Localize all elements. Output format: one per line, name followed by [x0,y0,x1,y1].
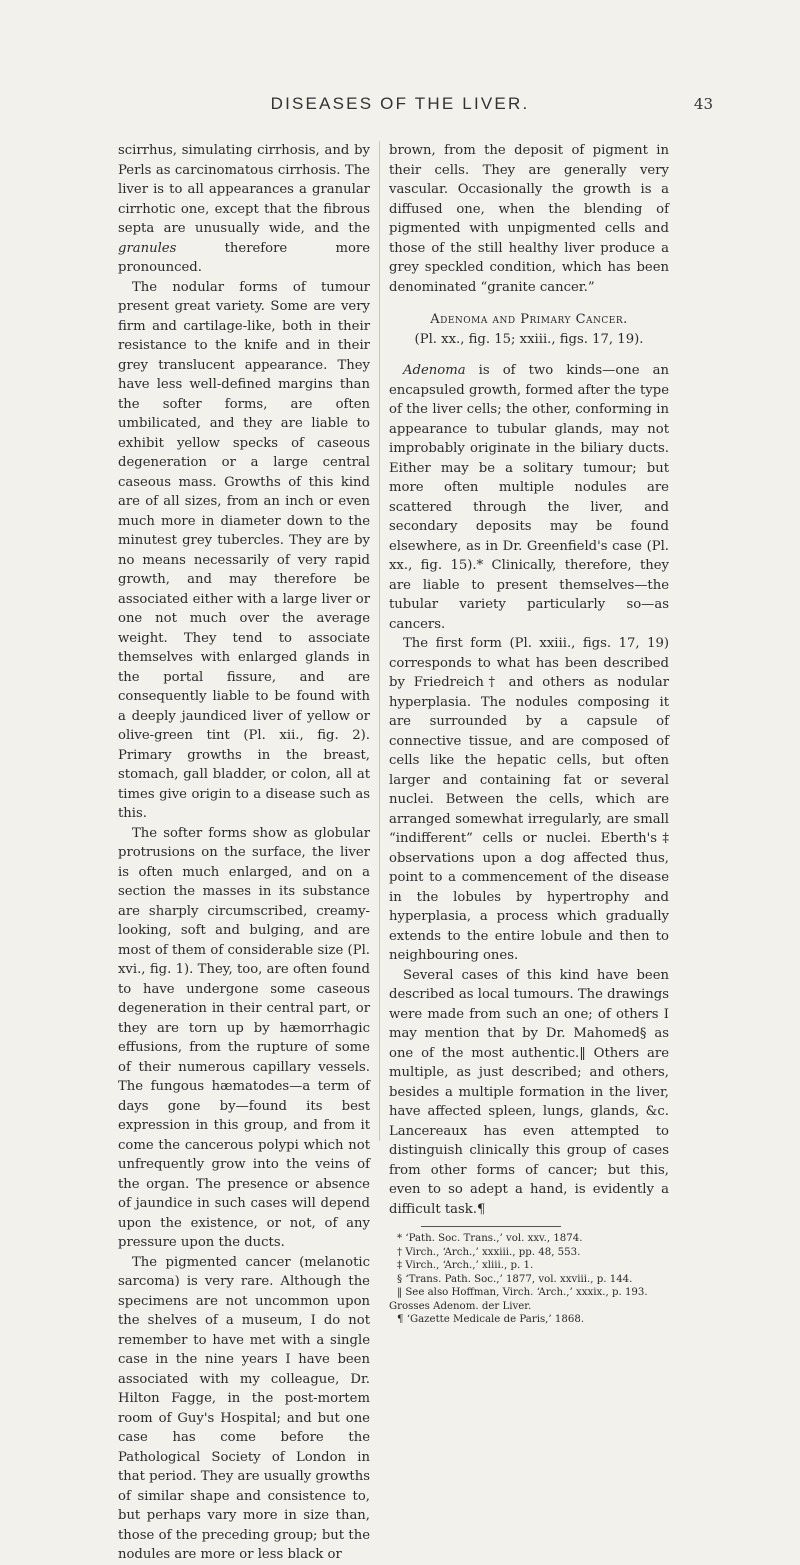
paragraph: The nodular forms of tumour present great variety. Some are very firm and cartilage-like, both in their resistance to the knife and in their grey translucent appearance. They have less well-defined margins than the softer forms, are often umbilicated, and they are liable to exhibit yellow specks of caseous degeneration or a large central caseous mass. Growths of this kind are of all sizes, from an inch or even much more in diameter down to the minutest grey tubercles. They are by no means necessarily of very rapid growth, and may therefore be associated either with a large liver or one not much over the average weight. They tend to associate themselves with enlarged glands in the portal fissure, and are consequently liable to be found with a deeply jaundiced liver of yellow or olive-green tint (Pl. xii., fig. 2). Primary growths in the breast, stomach, gall bladder, or colon, all at times give origin to a disease such as this. [118,279,370,821]
paragraph: The softer forms show as globular protrusions on the surface, the liver is often much enlarged, and on a section the masses in its substance are sharply circumscribed, creamy-looking, soft and bulging, and are most of them of considerable size (Pl. xvi., fig. 1). They, too, are often found to have undergone some caseous degeneration in their central part, or they are torn up by hæmorrhagic effusions, from the rupture of some of their numerous capillary vessels. The fungous hæmatodes—a term of days gone by—found its best expression in this group, and from it come the cancerous polypi which not unfrequently grow into the veins of the organ. The presence or absence of jaundice in such cases will depend upon the existence, or not, of any pressure upon the ducts. [118,825,370,1250]
footnote: * ‘Path. Soc. Trans.,’ vol. xxv., 1874. [397,1233,583,1244]
right-column [389,141,669,1327]
paragraph: Several cases of this kind have been described as local tumours. The drawings were made from such an one; of others I may mention that by Dr. Mahomed§ as one of the most authentic.‖ Others are multiple, as just described; and others, besides a multiple formation in the liver, have affected spleen, lungs, glands, &c. Lancereaux has even attempted to distinguish clinically this group of cases from other forms of cancer; but this, even to so adept a hand, is evidently a difficult task.¶ [389,967,669,1217]
left-column [118,141,370,1565]
footnote-rule [421,1226,561,1227]
paragraph: The pigmented cancer (melanotic sarcoma) is very rare. Although the specimens are not uncommon upon the shelves of a museum, I do not remember to have met with a single case in the nine years I have been associated with my colleague, Dr. Hilton Fagge, in the post-mortem room of Guy's Hospital; and but one case has come before the Pathological Society of London in that period. They are usually growths of similar shape and consistence to, but perhaps vary more in size than, those of the preceding group; but the nodules are more or less black or [118,1254,370,1562]
footnote: ‖ See also Hoffman, Virch. ‘Arch.,’ xxxix., p. 193. Grosses Adenom. der Liver. [389,1287,648,1312]
footnotes [389,1232,669,1327]
footnote: ¶ ‘Gazette Medicale de Paris,’ 1868. [397,1314,585,1325]
paragraph: scirrhus, simulating cirrhosis, and by Perls as carcinomatous cirrhosis. The liver is to all appearances a granular cirrhotic one, except that the fibrous septa are unusually wide, and the granules therefore more pronounced. [118,143,370,275]
footnote: † Virch., ‘Arch.,’ xxxiii., pp. 48, 553. [397,1246,581,1258]
footnote: § ‘Trans. Path. Soc.,’ 1877, vol. xxviii., p. 144. [397,1273,633,1285]
section-heading: Adenoma and Primary Cancer. [430,312,628,327]
paragraph: Adenoma is of two kinds—one an encapsuled growth, formed after the type of the liver cells; the other, conforming in appearance to tubular glands, may not improbably originate in the biliary ducts. Either may be a solitary tumour; but more often multiple nodules are scattered through the liver, and secondary deposits may be found elsewhere, as in Dr. Greenfield's case (Pl. xx., fig. 15).* Clinically, therefore, they are liable to present themselves—the tubular variety particularly so—as cancers. [389,363,669,632]
running-title: DISEASES OF THE LIVER. [270,94,530,113]
footnote: ‡ Virch., ‘Arch.,’ xliii., p. 1. [397,1260,534,1271]
paragraph: The first form (Pl. xxiii., figs. 17, 19) corresponds to what has been described by Friedreich† and others as nodular hyperplasia. The nodules composing it are surrounded by a capsule of connective tissue, and are composed of cells like the hepatic cells, but often larger and containing fat or several nuclei. Between the cells, which are arranged somewhat irregularly, are small “indifferent” cells or nuclei. Eberth's‡ observations upon a dog affected thus, point to a commencement of the disease in the lobules by hypertrophy and hyperplasia, a process which gradually extends to the entire lobule and then to neighbouring ones. [389,636,669,963]
column-divider [379,141,380,1141]
section-subheading: (Pl. xx., fig. 15; xxiii., figs. 17, 19). [414,331,644,347]
page-number: 43 [693,95,713,113]
page-header [0,94,800,118]
paragraph: brown, from the deposit of pigment in their cells. They are generally very vascular. Occasionally the growth is a diffused one, when the blending of pigmented with unpigmented cells and those of the still healthy liver produce a grey speckled condition, which has been denominated “granite cancer.” [389,143,669,295]
